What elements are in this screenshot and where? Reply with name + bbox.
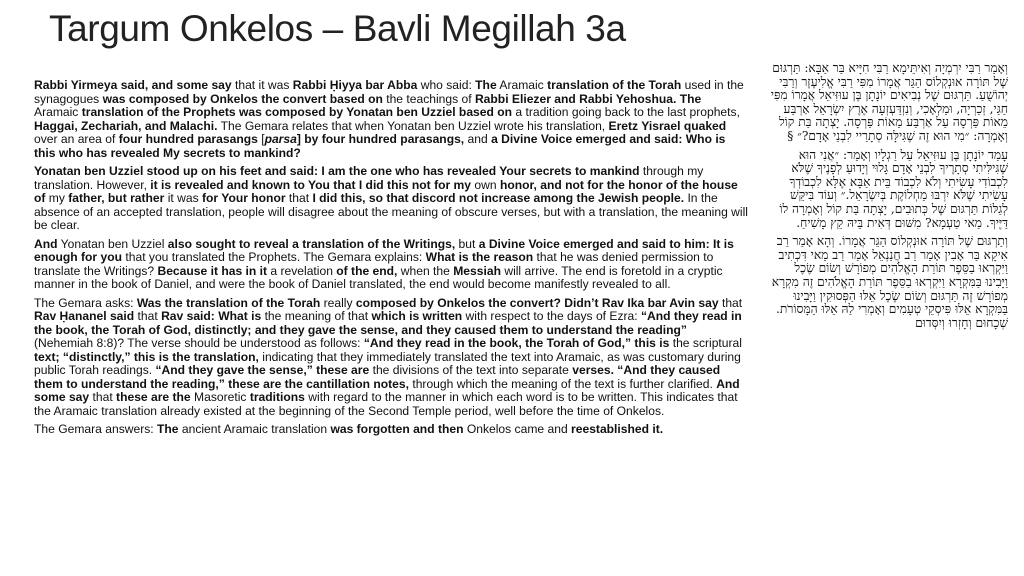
text-run: Messiah [453, 263, 501, 278]
text-run: who said: [417, 78, 476, 92]
text-run: also sought to reveal a translation of the Writings, [167, 236, 456, 251]
text-run: Aramaic [496, 78, 548, 92]
english-translation [34, 79, 748, 442]
text-run: indicating that they immediately translated the text into Aramaic, as was customary during public Torah readings. [34, 349, 741, 377]
text-run: Because it has in it [157, 263, 268, 278]
text-run: Masoretic [190, 390, 250, 404]
text-run: reestablished it. [571, 422, 664, 436]
text-run: a tradition going back to the last prophets, [512, 105, 740, 119]
text-run: The Gemara asks: [34, 295, 137, 310]
text-run: I did this, so that discord not increase among the Jewish people. [312, 191, 685, 205]
text-run: the divisions of the text into separate [369, 363, 573, 377]
text-run: these are the [116, 390, 191, 404]
text-run: the meaning of that [261, 309, 372, 323]
text-run: composed by Onkelos the convert? Didn’t Rav Ika bar Avin say [355, 295, 719, 310]
text-run: The [475, 78, 497, 92]
text-run: was composed by Onkelos the convert based on [102, 91, 383, 106]
text-run: was forgotten and then [330, 422, 464, 436]
text-run: And [34, 236, 58, 251]
text-run: parsa [264, 132, 297, 146]
text-run: that it was [231, 78, 293, 92]
text-run: What is the reason [425, 250, 534, 264]
text-run: ] [296, 132, 301, 146]
text-run: “And they read in the book, the Torah of God,” this is [363, 336, 670, 350]
text-run: used in the synagogues [34, 78, 744, 106]
text-run: the scriptural [669, 336, 742, 350]
text-run: by four hundred parasangs, [300, 132, 465, 146]
text-run: [ [257, 132, 265, 146]
text-run: honor, and not for the honor of the house of [34, 177, 738, 205]
text-run: the teachings of [382, 91, 475, 106]
text-run: over an area of [34, 132, 119, 146]
text-run: Rav said: What is [161, 309, 262, 323]
english-paragraph [34, 423, 748, 437]
text-run: translation of the Prophets was composed by Yonatan ben Uzziel based on [81, 105, 513, 119]
text-run: father, but rather [68, 191, 165, 205]
slide-title: Targum Onkelos – Bavli Megillah 3a [49, 8, 626, 49]
text-run: of the end, [336, 263, 398, 278]
hebrew-paragraph: וְתַרְגּוּם שֶׁל תּוֹרָה אוּנְקְלוֹס הַגֵּר אֲמָרוֹ. וְהָא אָמַר רַב אִיקָא בַּר אָבִין אָמַר רַב חֲנַנְאֵל אָמַר רַב מַאי דִּכְתִיב וַיִּקְרְאוּ בַסֵּפֶר תּוֹרַת הָאֱלֹהִים מְפוֹרָשׁ וְשׂוֹם שֶׂכֶל וַיָּבִינוּ בַּמִּקְרָא וַיִּקְרְאוּ בַסֵּפֶר תּוֹרַת הָאֱלֹהִים זֶה מִקְרָא מְפוֹרָשׁ זֶה תַּרְגּוּם וְשׂוֹם שֶׂכֶל אֵלּוּ הַפְּסוּקִין וַיָּבִינוּ בַּמִּקְרָא אֵלּוּ פִּיסְקֵי טְעָמִים וְאָמְרִי לַהּ אֵלּוּ הַמָּסוֹרֹת. שְׁכָחוּם וְחָזְרוּ וְיִסְּדוּם [771, 234, 1008, 330]
text-run: when the [397, 263, 454, 278]
text-run: ancient Aramaic translation [178, 422, 331, 436]
hebrew-text [770, 62, 1008, 335]
hebrew-paragraph: וְאָמַר רַבִּי יִרְמְיָה וְאִיתֵּימָא רַבִּי חִיָּיא בַּר אַבָּא: תַּרְגּוּם שֶׁל תּוֹרָה אוּנְקְלוֹס הַגֵּר אֲמָרוֹ מִפִּי רַבִּי אֱלִיעֶזֶר וְרַבִּי יְהוֹשֻׁעַ. תַּרְגּוּם שֶׁל נְבִיאִים יוֹנָתָן בֶּן עוּזִּיאֵל אֲמָרוֹ מִפִּי חַגַּי, זְכַרְיָה, וּמַלְאָכִי, וְנִזְדַּעְזְעָה אֶרֶץ יִשְׂרָאֵל אַרְבַּע מֵאוֹת פַּרְסָה עַל אַרְבַּע מֵאוֹת פַּרְסָה. יָצְתָה בַּת קוֹל וְאָמְרָה: ״מִי הוּא זֶה שֶׁגִּילָּה סְתָרַיי לִבְנֵי אָדָם?״ § [770, 61, 1008, 143]
english-paragraph [34, 79, 748, 160]
text-run: The [157, 422, 179, 436]
text-run: And some say [34, 376, 740, 404]
text-run: (Nehemiah 8:8)? The verse should be understood as follows: [34, 336, 364, 350]
text-run [265, 132, 297, 146]
text-run: it was [164, 191, 203, 205]
text-run: The Gemara relates that when Yonatan ben Uzziel wrote his translation, [217, 118, 609, 133]
text-run: “And they gave the sense,” these are [155, 363, 370, 377]
text-run: a revelation [267, 263, 337, 278]
text-run: verses. “And they caused them to understand the reading,” these are the cantillation notes, [34, 363, 721, 391]
english-paragraph [34, 297, 748, 419]
text-run: which is written [371, 309, 463, 323]
text-run: traditions [249, 390, 305, 404]
text-run: Rav Ḥananel said [34, 309, 135, 323]
text-run: will arrive. The end is foretold in a cryptic manner in the book of Daniel, and were the book of Daniel translated, the end would become manifestly revealed to all. [34, 263, 723, 291]
text-run: text; “distinctly,” this is the translation, [34, 349, 259, 364]
text-run: a Divine Voice emerged and said to him: It is enough for you [34, 236, 734, 264]
text-run: four hundred parasangs [118, 132, 258, 146]
text-run: In the absence of an accepted translation, people will disagree about the meaning of obscure verses, but with a translation, the meaning will be clear. [34, 191, 748, 232]
text-run: through which the meaning of the text is further clarified. [408, 376, 717, 391]
text-run: with regard to the manner in which each word is to be written. This indicates that the Aramaic translation already existed at the beginning of the Second Temple period, well before the time of Onkelos. [34, 390, 738, 418]
text-run: “And they read in the book, the Torah of God, distinctly; and they gave the sense, and they caused them to understand the reading” [34, 309, 742, 337]
text-run: with respect to the days of Ezra: [462, 309, 641, 323]
text-run: Was the translation of the Torah [136, 295, 321, 310]
text-run: Yonatan ben Uzziel stood up on his feet and said: I am the one who has revealed Your secrets to mankind [34, 164, 640, 178]
text-run: Yonatan ben Uzziel [57, 236, 168, 251]
text-run: and [464, 132, 492, 146]
text-run: The [676, 91, 702, 106]
text-run: it is revealed and known to You that I did this not for my [150, 177, 472, 192]
text-run: Onkelos came and [463, 422, 572, 436]
text-run: that [89, 390, 117, 404]
text-run: that [134, 309, 162, 323]
text-run: that you translated the Prophets. The Gemara explains: [122, 250, 426, 264]
text-run: Aramaic [34, 105, 82, 119]
english-paragraph [34, 165, 748, 233]
text-run: really [320, 295, 356, 310]
text-run: that [718, 295, 743, 310]
text-run: translation of the Torah [547, 78, 682, 92]
text-run: Eretz Yisrael quaked [608, 118, 727, 133]
text-run: through my translation. However, [34, 164, 704, 192]
text-run: Haggai, Zechariah, and Malachi. [34, 118, 218, 133]
text-run: Rabbi Eliezer and Rabbi Yehoshua. [474, 91, 677, 106]
text-run: that [285, 191, 313, 205]
english-paragraph [34, 238, 748, 292]
text-run: but [455, 236, 479, 251]
text-run: for Your honor [202, 191, 286, 205]
text-run: Rabbi Ḥiyya bar Abba [292, 78, 418, 92]
text-run: own [471, 177, 500, 192]
text-run: The Gemara answers: [34, 422, 157, 436]
hebrew-paragraph: עָמַד יוֹנָתָן בֶּן עוּזִּיאֵל עַל רַגְלָיו וְאָמַר: ״אֲנִי הוּא שֶׁגִּילִּיתִי סְתָרֶיךָ לִבְנֵי אָדָם גָּלוּי וְיָדוּעַ לְפָנֶיךָ שֶׁלֹּא לִכְבוֹדִי עָשִׂיתִי וְלֹא לִכְבוֹד בֵּית אַבָּא אֶלָּא לִכְבוֹדְךָ עָשִׂיתִי שֶׁלֹּא יִרְבּוּ מַחְלוֹקֶת בְּיִשְׂרָאֵל.״ וְעוֹד בִּיקֵּשׁ לְגַלּוֹת תַּרְגּוּם שֶׁל כְּתוּבִים, יָצְתָה בַּת קוֹל וְאָמְרָה לוֹ דַּיֶּיךָ. מַאי טַעְמָא? מִשּׁוּם דְּאִית בֵּיהּ קֵץ מָשִׁיחַ. [779, 147, 1008, 230]
text-run: my [45, 191, 69, 205]
text-run: a Divine Voice emerged and said: Who is this who has revealed My secrets to mankind? [34, 132, 726, 160]
text-run: Rabbi Yirmeya said, and some say [34, 78, 232, 92]
text-run: that he was denied permission to translate the Writings? [34, 250, 714, 278]
